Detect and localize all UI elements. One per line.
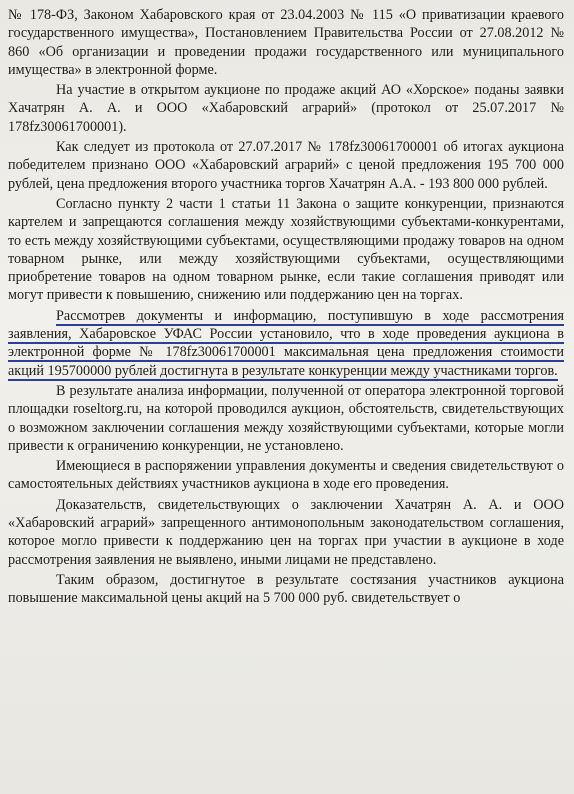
- paragraph-review-findings: [8, 307, 564, 380]
- paragraph-competition-law: Согласно пункту 2 части 1 статьи 11 Закона о защите конкуренции, признаются картелем и запрещаются соглашения между хозяйствующими субъектами-конкурентами, то есть между хозяйствующими субъектами, осуществляющими продажу товаров на одном товарном рынке, или между хозяйствующими субъектами, осуществляющими приобретение товаров на одном товарном рынке, если такие соглашения приводят или могут привести к повышению, снижению или поддержанию цен на торгах.: [8, 195, 564, 304]
- page-bottom-fade: [0, 780, 574, 794]
- paragraph-legal-basis: № 178-ФЗ, Законом Хабаровского края от 23.04.2003 № 115 «О приватизации краевого государственного имущества», Постановлением Правительства России от 27.08.2012 № 860 «Об организации и проведении продажи государственного или муниципального имущества» в электронной форме.: [8, 7, 564, 78]
- paragraph-conclusion: Таким образом, достигнутое в результате состязания участников аукциона повышение максимальной цены акций на 5 700 000 руб. свидетельствует о: [8, 571, 564, 607]
- paragraph-no-agreement: Доказательств, свидетельствующих о заключении Хачатрян А. А. и ООО «Хабаровский аграрий» запрещенного антимонопольным законодательством соглашения, которое могло привести к поддержанию цен на торгах при участии в аукционе в ходе рассмотрения заявления не выявлено, иными лицами не представлено.: [8, 496, 564, 568]
- paragraph-documents-evidence: Имеющиеся в распоряжении управления документы и сведения свидетельствуют о самостоятельных действиях участников аукциона в ходе его проведения.: [8, 458, 564, 493]
- paragraph-analysis: В результате анализа информации, полученной от оператора электронной торговой площадки roseltorg.ru, на которой проводился аукцион, обстоятельств, свидетельствующих о возможном заключении соглашения между хозяйствующими субъектами, которые могли привести к ограничению конкуренции, не установлено.: [8, 382, 564, 454]
- paragraph-auction-results: Как следует из протокола от 27.07.2017 № 178fz30061700001 об итогах аукциона победителем признано ООО «Хабаровский аграрий» с ценой предложения 195 700 000 рублей, цена предложения второго участника торгов Хачатрян А.А. - 193 800 000 рублей.: [8, 139, 564, 192]
- review-findings-text: Рассмотрев документы и информацию, поступившую в ходе рассмотрения заявления, Хабаровское УФАС России установило, что в ходе проведения аукциона в электронной форме № 178fz30061700001 максимальная цена предложения стоимости акций 195700000 рублей достигнута в результате конкуренции между участниками торгов.: [8, 307, 564, 379]
- paragraph-applications: На участие в открытом аукционе по продаже акций АО «Хорское» поданы заявки Хачатрян А. А. и ООО «Хабаровский аграрий» (протокол от 25.07.2017 № 178fz30061700001).: [8, 82, 564, 135]
